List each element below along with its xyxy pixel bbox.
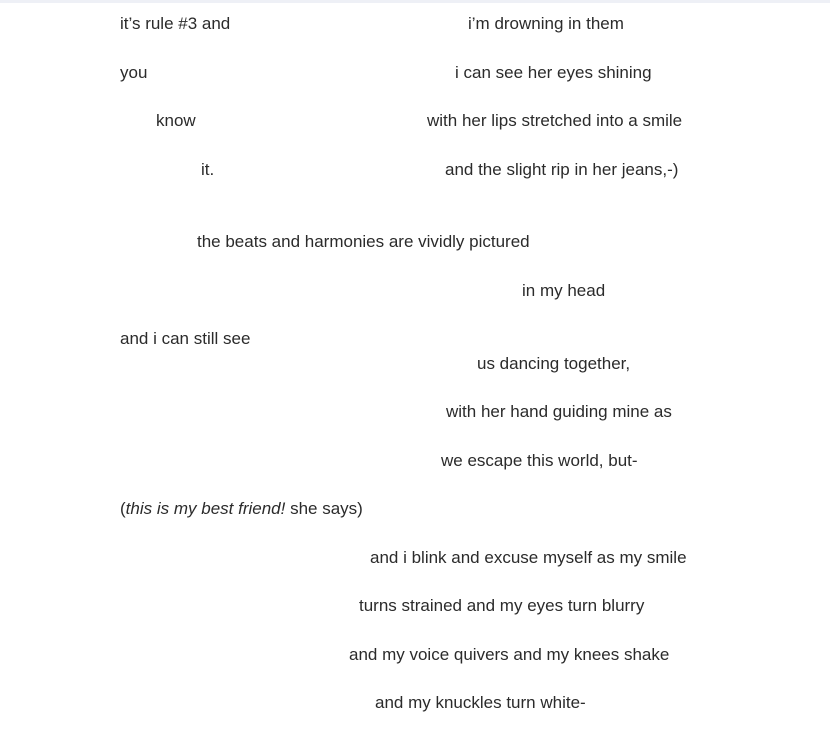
poem-line: know — [156, 111, 196, 130]
poem-line: turns strained and my eyes turn blurry — [359, 596, 645, 615]
quote-open-paren: ( — [120, 499, 126, 518]
poem-line: i can see her eyes shining — [455, 63, 652, 82]
poem-line: it’s rule #3 and — [120, 14, 231, 33]
poem-line: and my knuckles turn white- — [375, 693, 586, 712]
poem-line: we escape this world, but- — [441, 451, 638, 470]
poem-line: with her hand guiding mine as — [446, 402, 672, 421]
poem-line: with her lips stretched into a smile — [427, 111, 683, 130]
poem-quote-line — [120, 499, 363, 519]
quote-rest: she says) — [285, 499, 363, 518]
poem-line: and i can still see — [120, 329, 251, 348]
poem-line: you — [120, 63, 148, 82]
poem-line: and my voice quivers and my knees shake — [349, 645, 670, 664]
poem-line: and i blink and excuse myself as my smile — [370, 548, 687, 567]
poem-line: and the slight rip in her jeans,-) — [445, 160, 679, 179]
poem-line: i’m drowning in them — [468, 14, 624, 33]
poem-line: in my head — [522, 281, 606, 300]
poem-line: it. — [201, 160, 215, 179]
poem-line: the beats and harmonies are vividly pictured — [197, 232, 530, 251]
poem-line: us dancing together, — [477, 354, 631, 373]
quote-italic: this is my best friend! — [125, 499, 286, 518]
